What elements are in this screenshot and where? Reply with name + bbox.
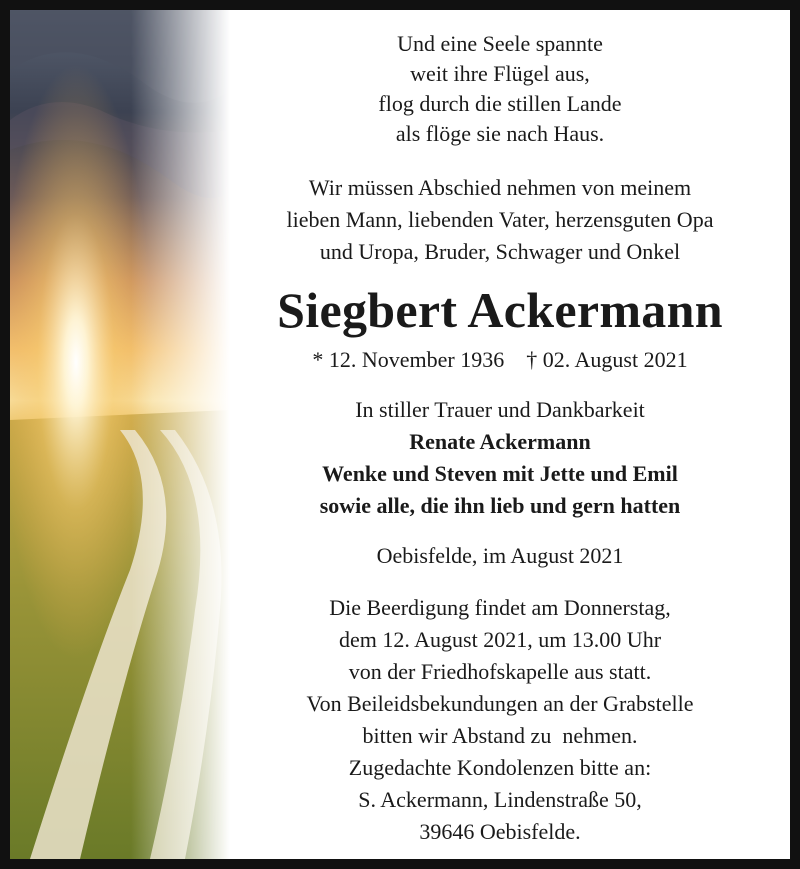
- poem-line: flog durch die stillen Lande: [378, 91, 622, 116]
- sunset-path-photo: [10, 10, 230, 859]
- mourners-intro: In stiller Trauer und Dankbarkeit: [355, 397, 645, 422]
- mourner-name: Wenke und Steven mit Jette und Emil: [322, 461, 678, 486]
- mourner-name: Renate Ackermann: [409, 429, 591, 454]
- life-dates: * 12. November 1936 † 02. August 2021: [312, 347, 688, 372]
- poem-line: als flöge sie nach Haus.: [395, 121, 605, 146]
- poem-line: weit ihre Flügel aus,: [410, 61, 590, 86]
- funeral-line: Von Beileidsbekundungen an der Grabstelle: [306, 691, 694, 716]
- intro-line: und Uropa, Bruder, Schwager und Onkel: [319, 239, 681, 264]
- mourner-name: sowie alle, die ihn lieb und gern hatten: [319, 493, 681, 518]
- funeral-line: von der Friedhofskapelle aus statt.: [348, 659, 652, 684]
- funeral-line: S. Ackermann, Lindenstraße 50,: [358, 787, 642, 812]
- intro-line: Wir müssen Abschied nehmen von meinem: [308, 175, 692, 200]
- intro-line: lieben Mann, liebenden Vater, herzensguten Opa: [286, 207, 714, 232]
- poem-line: Und eine Seele spannte: [397, 31, 603, 56]
- place-date: Oebisfelde, im August 2021: [376, 543, 624, 568]
- deceased-name: Siegbert Ackermann: [277, 282, 723, 338]
- funeral-line: bitten wir Abstand zu nehmen.: [362, 723, 638, 748]
- funeral-line: 39646 Oebisfelde.: [419, 819, 581, 844]
- funeral-line: Zugedachte Kondolenzen bitte an:: [348, 755, 652, 780]
- sunset-field-path-image: [10, 10, 230, 859]
- funeral-line: dem 12. August 2021, um 13.00 Uhr: [338, 627, 662, 652]
- funeral-line: Die Beerdigung findet am Donnerstag,: [329, 595, 671, 620]
